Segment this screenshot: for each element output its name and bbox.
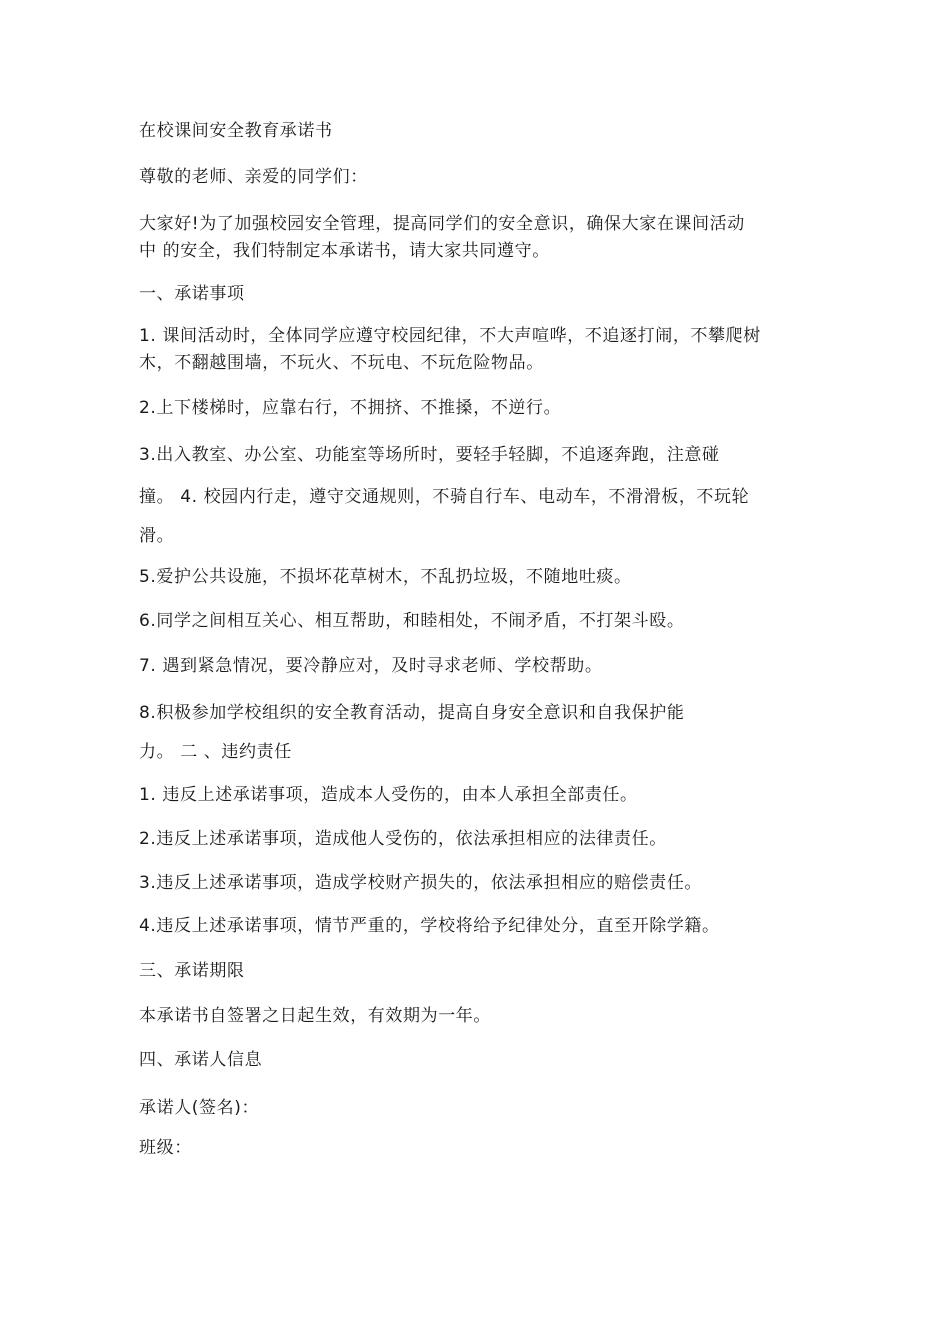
item-8-line-1: 8.积极参加学校组织的安全教育活动，提高自身安全意识和自我保护能 xyxy=(139,703,685,723)
item-7: 7. 遇到紧急情况，要冷静应对，及时寻求老师、学校帮助。 xyxy=(139,656,603,676)
greeting: 尊敬的老师、亲爱的同学们： xyxy=(139,167,368,187)
item-8-line-2: 力。 二 、违约责任 xyxy=(139,742,292,762)
liability-item-1: 1. 违反上述承诺事项，造成本人受伤的，由本人承担全部责任。 xyxy=(139,785,638,805)
intro-line-1: 大家好!为了加强校园安全管理，提高同学们的安全意识，确保大家在课间活动 xyxy=(139,214,745,234)
liability-item-4: 4.违反上述承诺事项，情节严重的，学校将给予纪律处分，直至开除学籍。 xyxy=(139,916,720,936)
item-1-line-2: 木，不翻越围墙，不玩火、不玩电、不玩危险物品。 xyxy=(139,353,544,373)
intro-line-2: 中 的安全，我们特制定本承诺书，请大家共同遵守。 xyxy=(139,241,550,261)
item-2: 2.上下楼梯时，应靠右行，不拥挤、不推搡，不逆行。 xyxy=(139,398,562,418)
document-title: 在校课间安全教育承诺书 xyxy=(139,121,333,141)
item-1-line-1: 1. 课间活动时，全体同学应遵守校园纪律，不大声喧哗，不追逐打闹，不攀爬树 xyxy=(139,326,761,346)
section-heading-promisor-info: 四、承诺人信息 xyxy=(139,1050,263,1070)
section-heading-validity: 三、承诺期限 xyxy=(139,961,245,981)
liability-item-3: 3.违反上述承诺事项，造成学校财产损失的，依法承担相应的赔偿责任。 xyxy=(139,873,703,893)
signature-label: 承诺人(签名)： xyxy=(139,1098,260,1118)
item-6: 6.同学之间相互关心、相互帮助，和睦相处，不闹矛盾，不打架斗殴。 xyxy=(139,611,685,631)
item-3-line-2: 撞。 4. 校园内行走，遵守交通规则，不骑自行车、电动车，不滑滑板，不玩轮 xyxy=(139,487,750,507)
item-3-line-1: 3.出入教室、办公室、功能室等场所时，要轻手轻脚，不追逐奔跑，注意碰 xyxy=(139,445,720,465)
section-heading-commitments: 一、承诺事项 xyxy=(139,284,245,304)
item-3-line-3: 滑。 xyxy=(139,526,175,546)
validity-text: 本承诺书自签署之日起生效，有效期为一年。 xyxy=(139,1006,491,1026)
item-5: 5.爱护公共设施，不损坏花草树木，不乱扔垃圾，不随地吐痰。 xyxy=(139,567,632,587)
class-label: 班级： xyxy=(139,1138,192,1158)
liability-item-2: 2.违反上述承诺事项，造成他人受伤的，依法承担相应的法律责任。 xyxy=(139,829,667,849)
